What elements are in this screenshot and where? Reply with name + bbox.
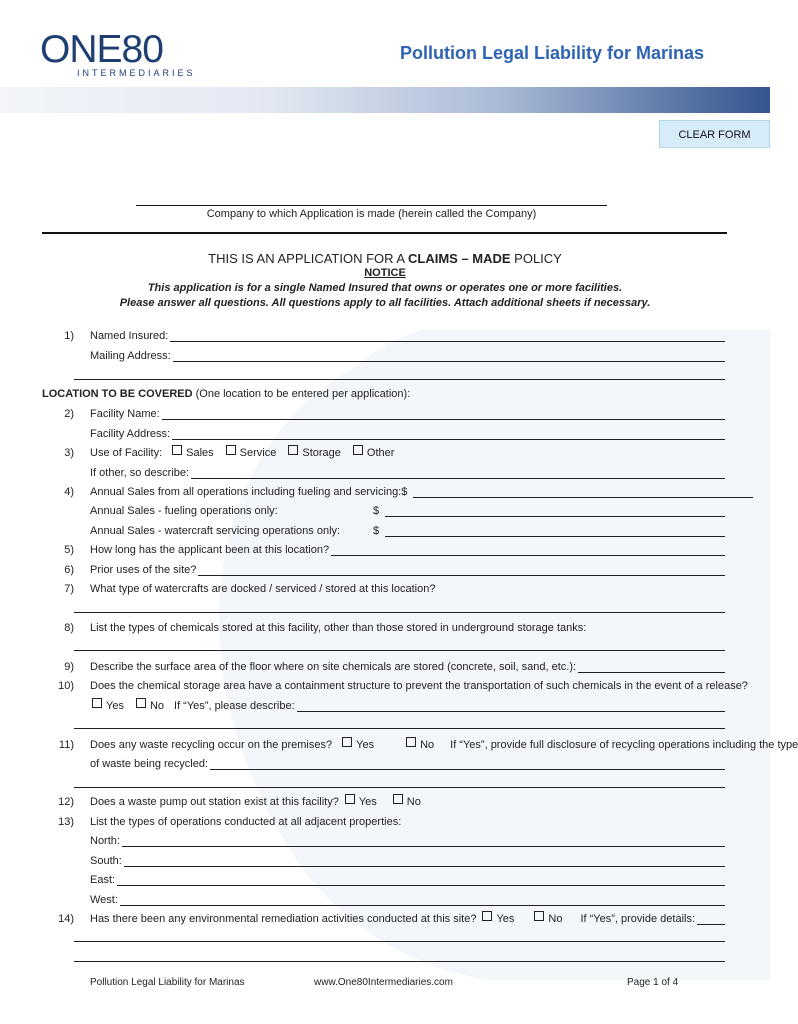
q13-south-row: South: <box>42 854 725 873</box>
annual-sales-field[interactable] <box>413 485 753 498</box>
footer-page-number: Page 1 of 4 <box>627 977 679 988</box>
watercraft-types-field[interactable] <box>74 612 725 613</box>
q10-no-checkbox[interactable] <box>136 698 146 708</box>
service-checkbox[interactable] <box>226 445 236 455</box>
logo-wordmark: ONE80 <box>40 28 163 71</box>
q9-row: 9) Describe the surface area of the floor where on site chemicals are stored (concrete, soil, sand, etc.): <box>42 660 725 679</box>
q12-no-checkbox[interactable] <box>393 794 403 804</box>
q3-use-of-facility-row: 3) Use of Facility: Sales Service Storage Other <box>64 447 395 459</box>
header-banner <box>0 87 770 113</box>
q10-answer-row: Yes No If “Yes”, please describe: <box>42 699 725 718</box>
remediation-details-field-3[interactable] <box>74 961 725 962</box>
q11-row: 11) Does any waste recycling occur on the premises? Yes No If “Yes”, provide full disclosure of recycling operations including the type <box>58 739 798 751</box>
east-field[interactable] <box>117 873 725 886</box>
q7-row: 7) What type of watercrafts are docked / serviced / stored at this location? <box>64 583 436 595</box>
q13-north-row: North: <box>42 834 725 853</box>
q4-annual-sales-row: 4) Annual Sales from all operations including fueling and servicing: $ <box>42 485 725 504</box>
q13-east-row: East: <box>42 873 725 892</box>
q8-row: 8) List the types of chemicals stored at this facility, other than those stored in underground storage tanks: <box>64 622 587 634</box>
q13-row: 13) List the types of operations conducted at all adjacent properties: <box>58 816 402 828</box>
q13-west-row: West: <box>42 893 725 912</box>
q2-facility-name-row: 2) Facility Name: <box>42 407 725 426</box>
south-field[interactable] <box>124 854 725 867</box>
fueling-sales-field[interactable] <box>385 504 725 517</box>
named-insured-field[interactable] <box>170 329 725 342</box>
mailing-address-field[interactable] <box>173 349 725 362</box>
document-title: Pollution Legal Liability for Marinas <box>399 43 704 63</box>
q1-named-insured-row: 1) Named Insured: <box>42 329 725 348</box>
q12-row: 12) Does a waste pump out station exist at this facility? Yes No <box>58 796 421 808</box>
sales-checkbox[interactable] <box>172 445 182 455</box>
mailing-address-field-2[interactable] <box>74 379 725 380</box>
facility-name-field[interactable] <box>162 407 725 420</box>
q1-mailing-row: Mailing Address: <box>42 349 725 368</box>
prior-uses-field[interactable] <box>198 563 725 576</box>
location-heading: LOCATION TO BE COVERED (One location to be entered per application): <box>42 388 411 400</box>
other-describe-field[interactable] <box>191 466 725 479</box>
q12-yes-checkbox[interactable] <box>345 794 355 804</box>
one80-logo <box>40 28 196 80</box>
q10-row: 10) Does the chemical storage area have a containment structure to prevent the transportation of such chemicals in the event of a release? <box>58 680 748 692</box>
storage-checkbox[interactable] <box>288 445 298 455</box>
waste-recycled-field[interactable] <box>210 757 725 770</box>
section-divider <box>42 232 727 234</box>
remediation-details-field-2[interactable] <box>74 941 725 942</box>
north-field[interactable] <box>122 834 725 847</box>
company-name-field[interactable] <box>136 205 607 206</box>
west-field[interactable] <box>120 893 725 906</box>
q14-no-checkbox[interactable] <box>534 911 544 921</box>
containment-describe-field[interactable] <box>297 699 725 712</box>
containment-describe-field-2[interactable] <box>74 728 725 729</box>
chemicals-list-field[interactable] <box>74 650 725 651</box>
q14-yes-checkbox[interactable] <box>482 911 492 921</box>
servicing-sales-field[interactable] <box>385 524 725 537</box>
notice-line-1: This application is for a single Named Insured that owns or operates one or more facilities. <box>147 282 623 294</box>
notice-heading: NOTICE <box>364 267 406 279</box>
application-title: THIS IS AN APPLICATION FOR A CLAIMS – MADE POLICY <box>208 251 562 266</box>
company-caption: Company to which Application is made (herein called the Company) <box>206 208 537 220</box>
waste-recycled-field-2[interactable] <box>74 787 725 788</box>
q11-no-checkbox[interactable] <box>406 737 416 747</box>
q14-row: 14) Has there been any environmental remediation activities conducted at this site? Yes No If “Yes”, provide details: <box>42 912 725 931</box>
q2-facility-address-row: Facility Address: <box>42 427 725 446</box>
logo-subtitle: INTERMEDIARIES <box>77 68 196 78</box>
surface-area-field[interactable] <box>578 660 725 673</box>
facility-address-field[interactable] <box>172 427 725 440</box>
footer-website: www.One80Intermediaries.com <box>314 977 453 988</box>
q6-row: 6) Prior uses of the site? <box>42 563 725 582</box>
notice-line-2: Please answer all questions. All questions apply to all facilities. Attach additional sheets if necessary. <box>119 297 651 309</box>
q11-yes-checkbox[interactable] <box>342 737 352 747</box>
q3-other-describe-row: If other, so describe: <box>42 466 725 485</box>
q10-yes-checkbox[interactable] <box>92 698 102 708</box>
years-at-location-field[interactable] <box>331 543 725 556</box>
footer-title: Pollution Legal Liability for Marinas <box>90 977 245 988</box>
q5-row: 5) How long has the applicant been at this location? <box>42 543 725 562</box>
q4-fueling-row: Annual Sales - fueling operations only: $ <box>42 504 725 523</box>
q4-servicing-row: Annual Sales - watercraft servicing operations only: $ <box>42 524 725 543</box>
clear-form-button[interactable]: CLEAR FORM <box>659 120 770 148</box>
remediation-details-field[interactable] <box>697 912 725 925</box>
q11-waste-row: of waste being recycled: <box>42 757 725 776</box>
other-checkbox[interactable] <box>353 445 363 455</box>
